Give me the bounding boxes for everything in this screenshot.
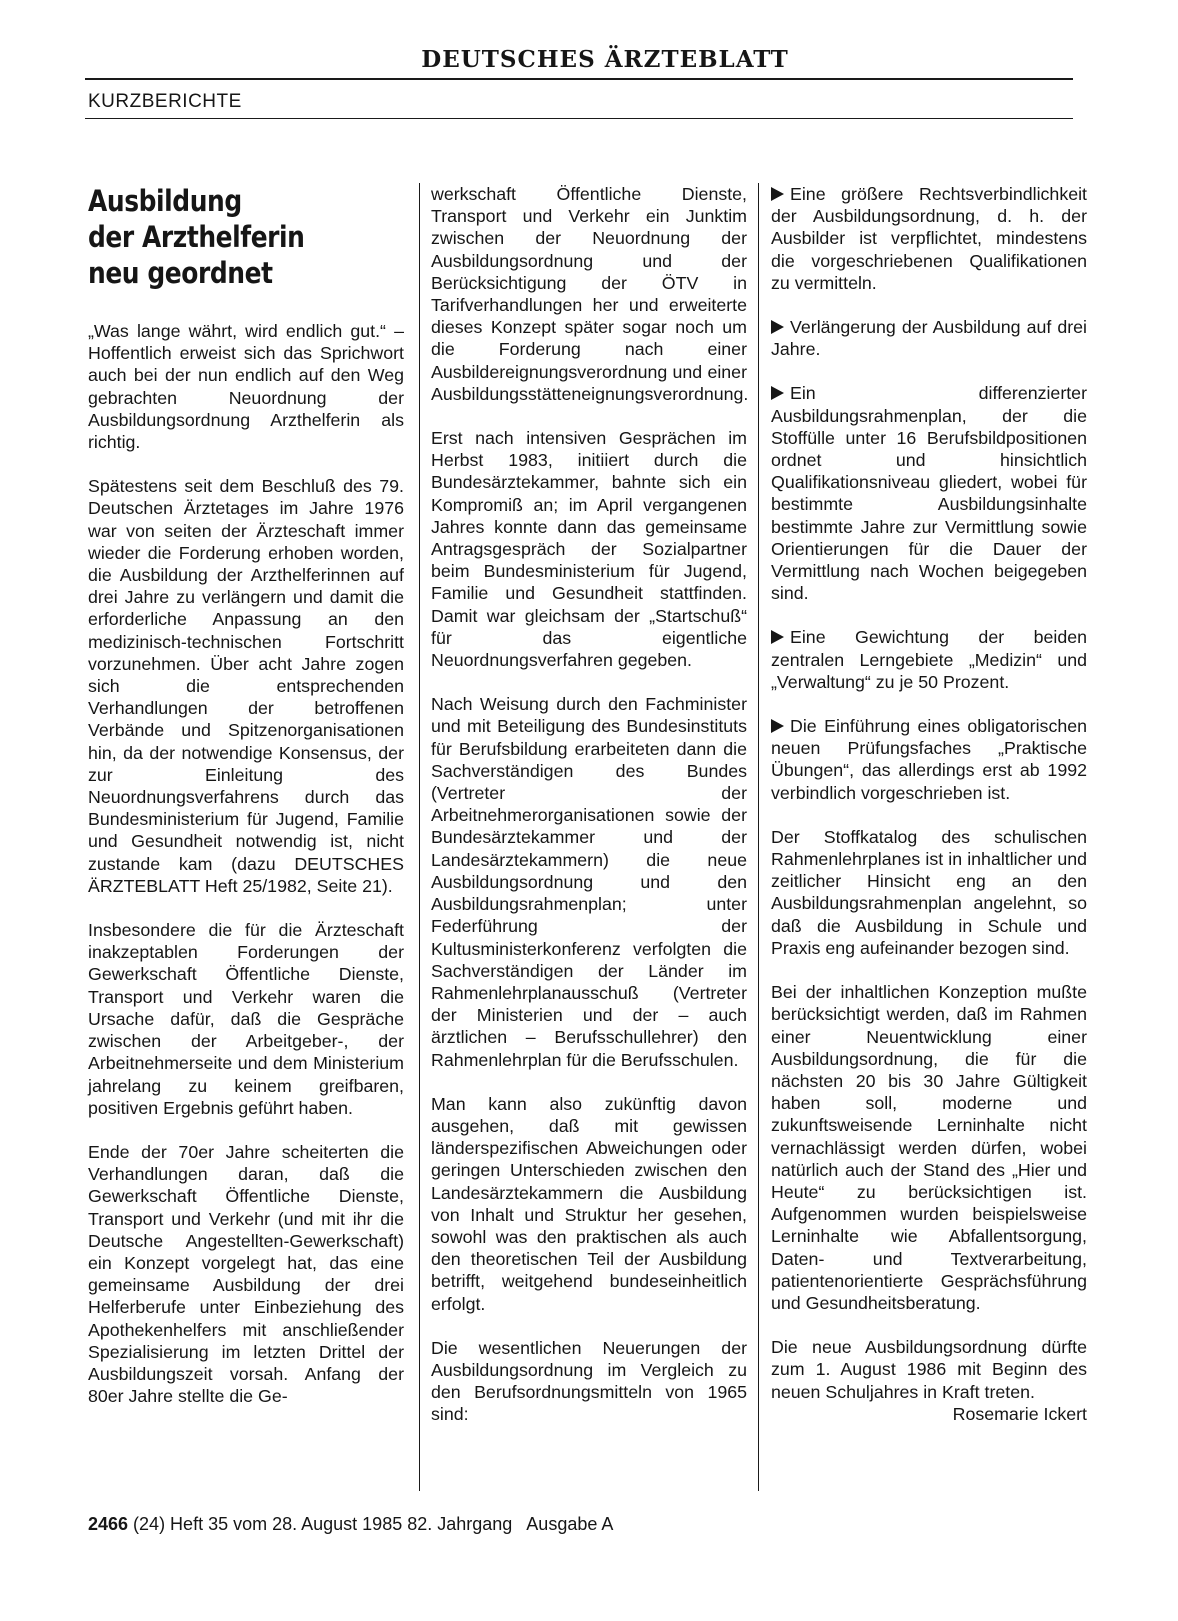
paragraph: Bei der inhaltlichen Konzeption mußte berücksichtigt werden, daß im Rahmen einer Neuentwicklung einer Ausbildungsordnung, die für die nächsten 20 bis 30 Jahre Gültigkeit haben soll, moderne und zukunftsweisende Lerninhalte nicht vernachlässigt werden dürfen, wobei natürlich auch der Stand des „Hier und Heute“ zu berücksichtigen ist. Aufgenommen wurden beispielsweise Lerninhalte wie Abfallentsorgung, Daten- und Textverarbeitung, patientenorientierte Gesprächsführung und Gesundheitsberatung. [771,982,1087,1313]
paragraph: Spätestens seit dem Beschluß des 79. Deutschen Ärztetages im Jahre 1976 war von seiten der Ärzteschaft immer wieder die Forderung erhoben worden, die Ausbildung der Arzthelferinnen auf drei Jahre zu verlängern und damit die erforderliche Anpassung an den medizinisch-technischen Fortschritt vorzunehmen. Über acht Jahre zogen sich die entsprechenden Verhandlungen der betroffenen Verbände und Spitzenorganisationen hin, da der notwendige Konsensus, der zur Einleitung des Neuordnungsverfahrens durch das Bundesministerium für Jugend, Familie und Gesundheit notwendig ist, nicht zustande kam (dazu DEUTSCHES ÄRZTEBLATT Heft 25/1982, Seite 21). [88,476,404,896]
paragraph: Man kann also zukünftig davon ausgehen, daß mit gewissen länderspezifischen Abweichungen oder geringen Unterschieden zwischen den Landesärztekammern die Ausbildung von Inhalt und Struktur her gesehen, sowohl was den praktischen als auch den theoretischen Teil der Ausbildung betrifft, weitgehend bundeseinheitlich erfolgt. [431,1093,747,1314]
page-number: 2466 [88,1514,129,1534]
section-rule [85,118,1073,119]
bullet-item [771,316,1087,360]
article-column-3 [771,183,1087,1425]
bullet-text: Ein differenzierter Ausbildungsrahmenplan, der die Stoffülle unter 16 Berufsbildpositionen ordnet und hinsichtlich Qualifikationsniveau gliedert, wobei für bestimmte Ausbildungsinhalte bestimmte Jahre zur Vermittlung sowie Orientierungen für die Dauer der Vermittlung nach Wochen beigegeben sind. [771,383,1087,604]
article-column-2 [431,183,747,1448]
author-signature: Rosemarie Ickert [952,1403,1087,1424]
header-rule [85,78,1073,80]
bullet-item [771,626,1087,693]
page-footer [88,1513,613,1535]
closing-paragraph [771,1336,1087,1424]
bullet-item [771,715,1087,804]
title-line: Ausbildung [88,184,242,218]
paragraph: Der Stoffkatalog des schulischen Rahmenlehrplanes ist in inhaltlicher und zeitlicher Hinsicht eng an den Ausbildungsrahmenplan angelehnt, so daß die Ausbildung in Schule und Praxis eng aufeinander bezogen sind. [771,826,1087,958]
bullet-text: Die Einführung eines obligatorischen neuen Prüfungsfaches „Praktische Übungen“, das allerdings erst ab 1992 verbindlich vorgeschrieben ist. [771,716,1087,803]
section-label: KURZBERICHTE [88,91,242,112]
arrow-bullet-icon [771,719,784,733]
title-line: neu geordnet [88,256,273,290]
article-title [88,183,398,291]
paragraph: Die wesentlichen Neuerungen der Ausbildungsordnung im Vergleich zu den Berufsordnungsmitteln von 1965 sind: [431,1337,747,1425]
bullet-text: Verlängerung der Ausbildung auf drei Jahre. [771,317,1087,360]
arrow-bullet-icon [771,320,784,334]
bullet-item [771,382,1087,604]
closing-text: Die neue Ausbildungsordnung dürfte zum 1. August 1986 mit Beginn des neuen Schuljahres in Kraft treten. [771,1337,1087,1402]
arrow-bullet-icon [771,386,784,400]
bullet-item [771,183,1087,294]
bullet-text: Eine Gewichtung der beiden zentralen Lerngebiete „Medizin“ und „Verwaltung“ zu je 50 Prozent. [771,627,1087,692]
paragraph: „Was lange währt, wird endlich gut.“ – Hoffentlich erweist sich das Sprichwort auch bei der nun endlich auf den Weg gebrachten Neuordnung der Ausbildungsordnung Arzthelferin als richtig. [88,321,404,453]
arrow-bullet-icon [771,187,784,201]
issue-info: (24) Heft 35 vom 28. August 1985 82. Jahrgang Ausgabe A [128,1514,614,1534]
paragraph: werkschaft Öffentliche Dienste, Transport und Verkehr ein Junktim zwischen der Neuordnung der Ausbildungsordnung und der Berücksichtigung der ÖTV in Tarifverhandlungen her und erweiterte dieses Konzept später sogar noch um die Forderung nach einer Ausbildereignungsverordnung und einer Ausbildungsstätteneignungsverordnung. [431,184,749,404]
title-line: der Arzthelferin [88,220,305,254]
paragraph: Insbesondere die für die Ärzteschaft inakzeptablen Forderungen der Gewerkschaft Öffentliche Dienste, Transport und Verkehr waren die Ursache dafür, daß die Gespräche zwischen der Arbeitgeber-, der Arbeitnehmerseite und dem Ministerium jahrelang zu keinem greifbaren, positiven Ergebnis geführt haben. [88,920,404,1118]
column-divider [419,183,420,1491]
paragraph: Erst nach intensiven Gesprächen im Herbst 1983, initiiert durch die Bundesärztekammer, bahnte sich ein Kompromiß an; im April vergangenen Jahres konnte dann das gemeinsame Antragsgespräch der Sozialpartner beim Bundesministerium für Jugend, Familie und Gesundheit stattfinden. Damit war gleichsam der „Startschuß“ für das eigentliche Neuordnungsverfahren gegeben. [431,428,747,671]
masthead: DEUTSCHES ÄRZTEBLATT [421,46,789,73]
paragraph: Ende der 70er Jahre scheiterten die Verhandlungen daran, daß die Gewerkschaft Öffentliche Dienste, Transport und Verkehr (und mit ihr die Deutsche Angestellten-Gewerkschaft) ein Konzept vorgelegt hat, das eine gemeinsame Ausbildung der drei Helferberufe unter Einbeziehung des Apothekenhelfers mit anschließender Spezialisierung im letzten Drittel der Ausbildungszeit vorsah. Anfang der 80er Jahre stellte die Ge- [88,1141,404,1407]
paragraph: Nach Weisung durch den Fachminister und mit Beteiligung des Bundesinstituts für Berufsbildung erarbeiteten dann die Sachverständigen des Bundes (Vertreter der Arbeitnehmerorganisationen sowie der Bundesärztekammer und der Landesärztekammern) die neue Ausbildungsordnung und den Ausbildungsrahmenplan; unter Federführung der Kultusministerkonferenz verfolgten die Sachverständigen der Länder im Rahmenlehrplanausschuß (Vertreter der Ministerien und der – auch ärztlichen – Berufsschullehrer) den Rahmenlehrplan für die Berufsschulen. [431,694,747,1070]
column-divider [758,183,759,1491]
arrow-bullet-icon [771,630,784,644]
bullet-text: Eine größere Rechtsverbindlichkeit der Ausbildungsordnung, d. h. der Ausbilder ist verpflichtet, mindestens die vorgeschriebenen Qualifikationen zu vermitteln. [771,184,1087,293]
article-column-1 [88,183,404,1429]
